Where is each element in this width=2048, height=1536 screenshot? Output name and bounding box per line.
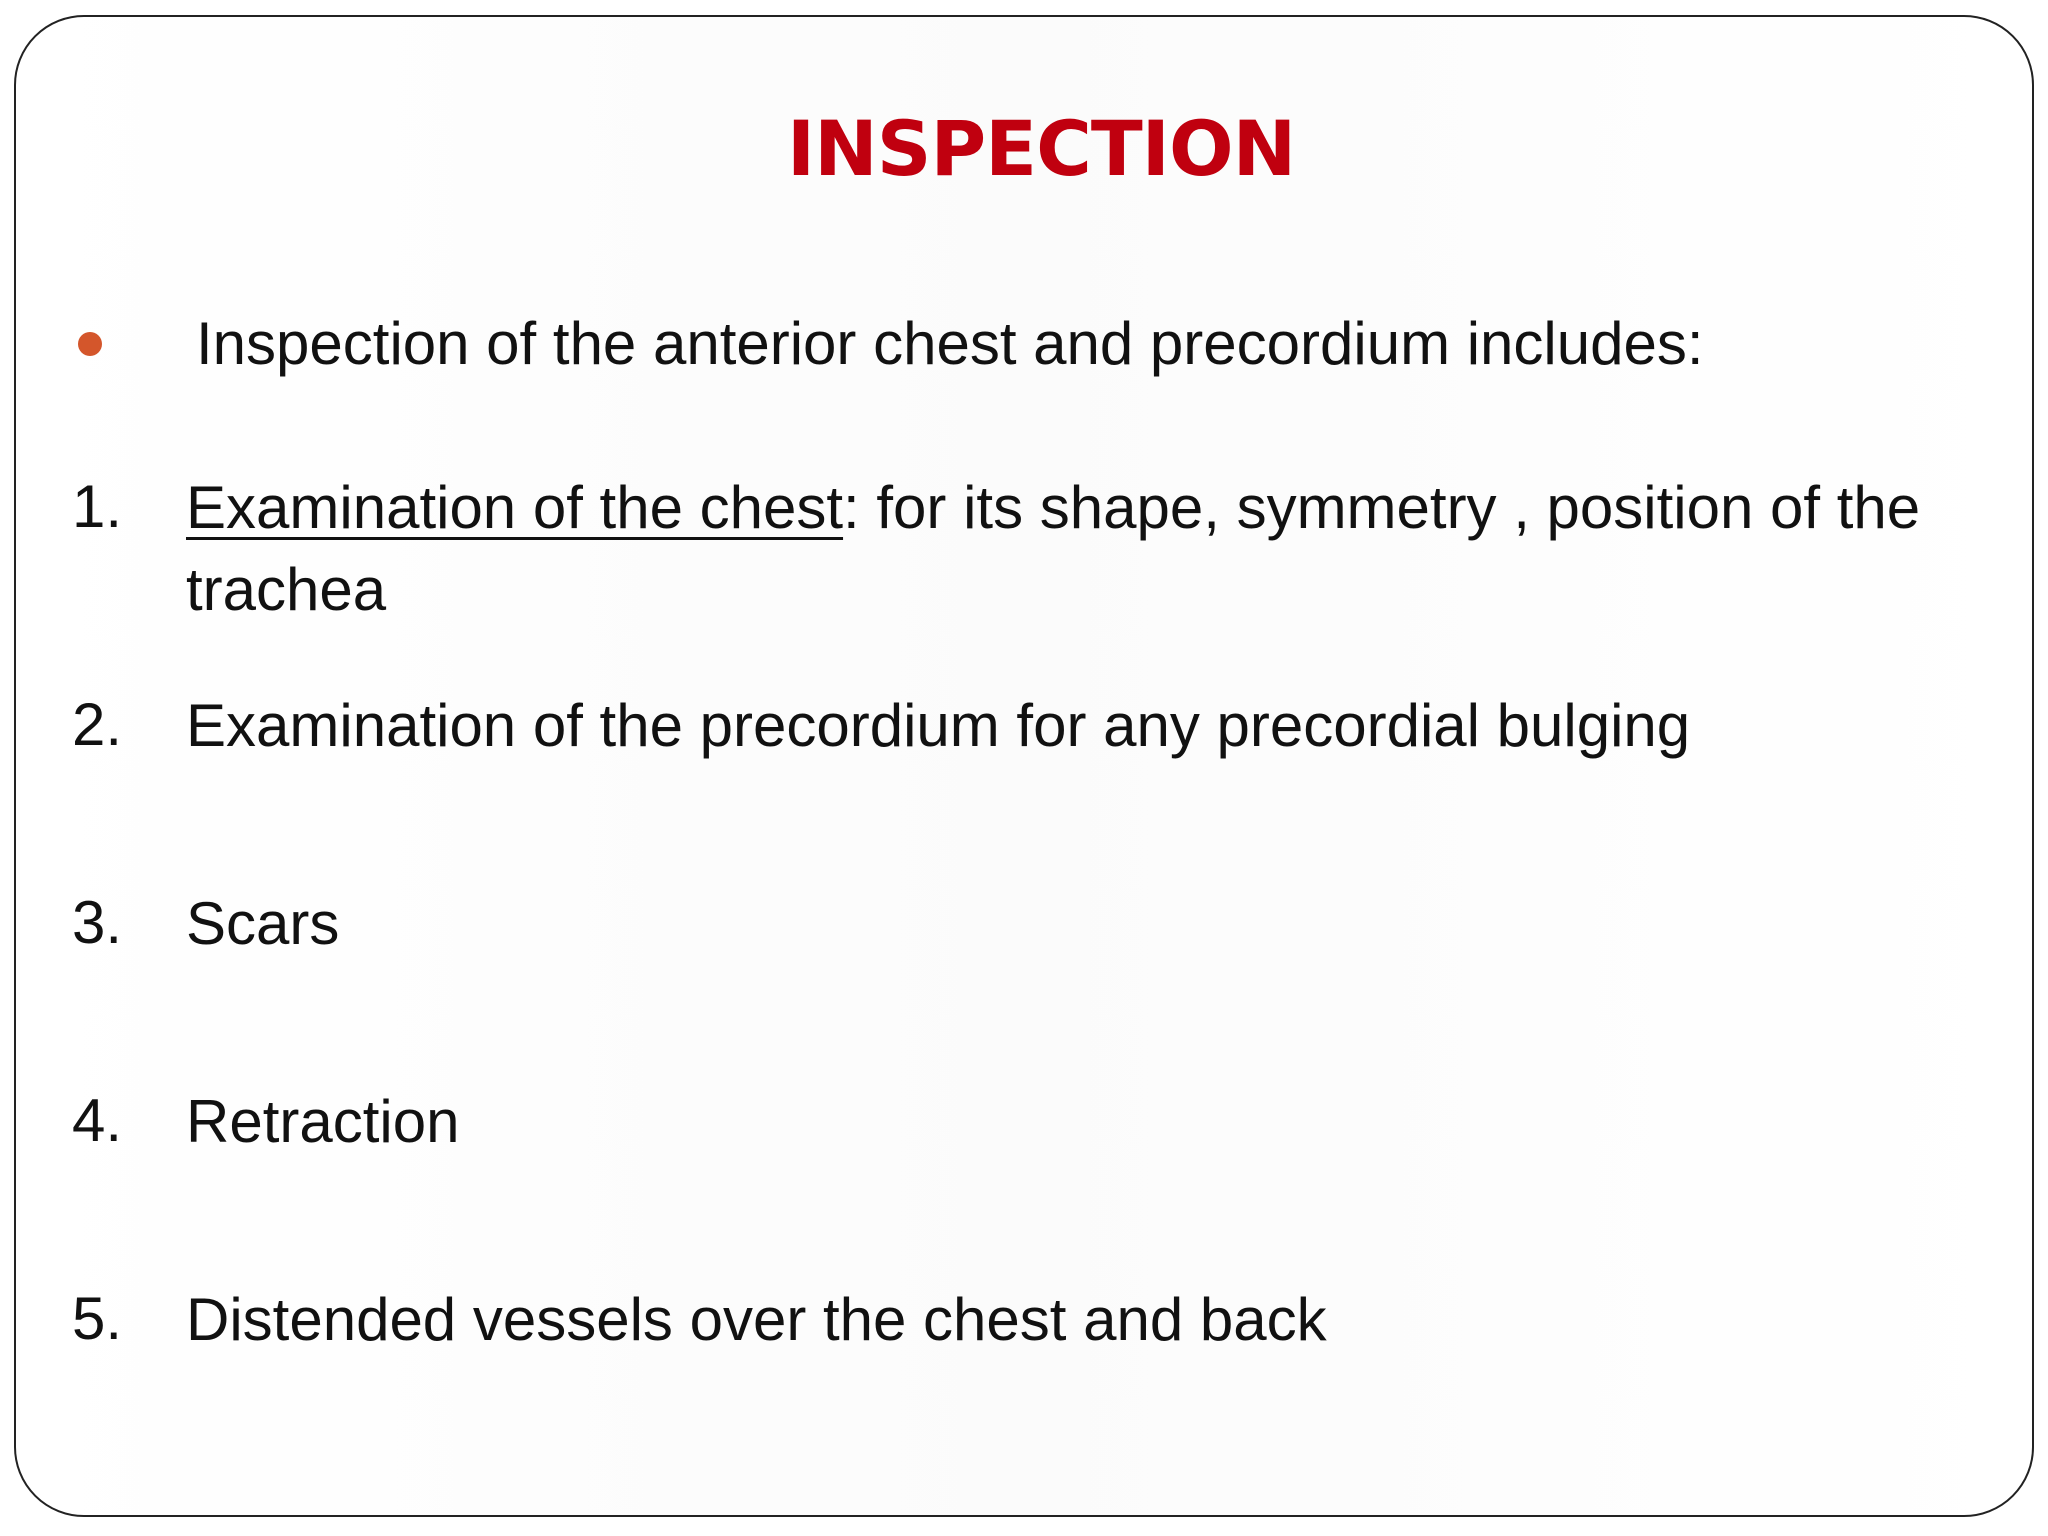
- list-item-text: Distended vessels over the chest and back: [186, 1286, 1327, 1353]
- list-item-text: [186, 467, 1946, 631]
- list-item-text: Examination of the precordium for any precordial bulging: [186, 692, 1691, 759]
- list-item-text: Retraction: [186, 1088, 460, 1155]
- list-item-text: Scars: [186, 890, 340, 957]
- list-item-number: 5.: [72, 1285, 123, 1352]
- list-item-number: 4.: [72, 1087, 123, 1154]
- slide-title: INSPECTION: [786, 104, 1296, 193]
- inspection-list: [16, 17, 2016, 1515]
- list-item-number: 1.: [72, 473, 123, 540]
- list-item-underlined-text: Examination of the chest: [186, 474, 844, 541]
- list-item-number: 2.: [72, 691, 123, 758]
- intro-text: Inspection of the anterior chest and precordium includes:: [196, 310, 1704, 377]
- list-item-number: 3.: [72, 889, 123, 956]
- list-item-rest-text: : for its shape, symmetry , position of the trachea: [186, 474, 1921, 623]
- slide: [14, 15, 2034, 1517]
